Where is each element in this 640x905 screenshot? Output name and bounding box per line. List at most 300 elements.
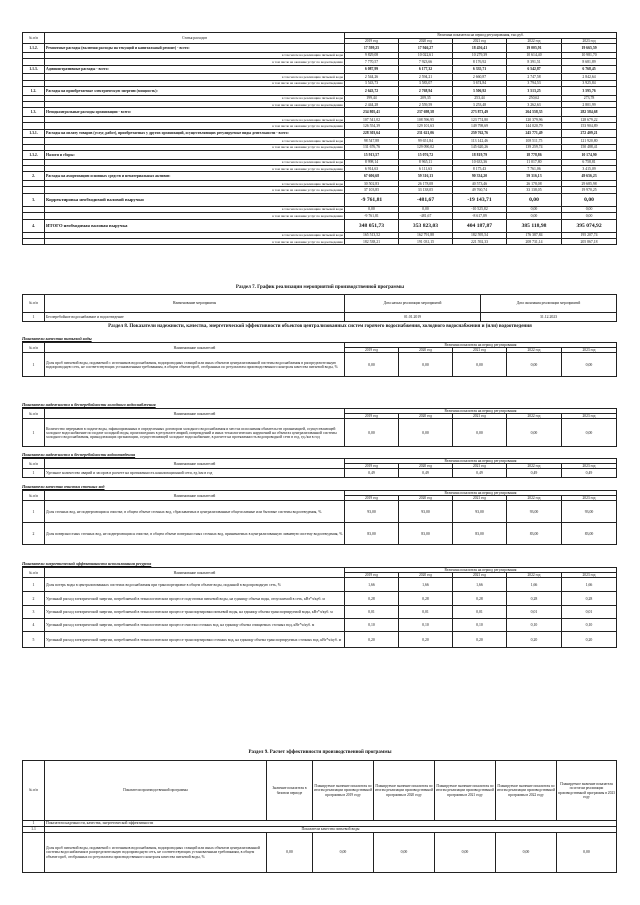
s8-year-header: 2023 год: [562, 414, 617, 419]
s8-row-label: Доля сточных вод, не подвергающихся очистке, в общем объеме сточных вод, сбрасываемых в централизованные общесплавные или бытовые системы водоотведения, %: [45, 501, 345, 523]
s8-row-num: 5: [23, 632, 45, 648]
s8-year-header: 2020 год: [399, 414, 453, 419]
row-value: 3 506,92: [453, 86, 507, 95]
row-value: 162 791,88: [399, 232, 453, 238]
row-label: в том числе на оказание услуг по водоотведению: [45, 80, 345, 86]
row-value: 18 819,79: [453, 151, 507, 160]
row-label: в том числе на оказание услуг по водоотведению: [45, 101, 345, 107]
section8-title: Раздел 8. Показатели надежности, качества, энергетической эффективности объектов централизованных систем горячего водоснабжения, холодного водоснабжения и (или) водоотведения: [108, 324, 532, 329]
s9-indicator-header: Показатели производственной программы: [45, 761, 267, 821]
s9-group-label: Показатели надежности, качества, энергетической эффективности: [45, 821, 617, 827]
s8-indicator-row: [23, 619, 617, 632]
s8-year-header: 2021 год: [453, 348, 507, 353]
s8-row-label: Удельный расход электрической энергии, потребляемой в технологическом процессе транспортировки питьевой воды, на единицу объема транспортируемой воды, кВт*ч/куб. м: [45, 606, 345, 619]
row-value: 0,00: [507, 213, 562, 219]
financial-row: [23, 219, 617, 232]
s8-period-header: Величина показателя на период регулирования: [345, 459, 617, 464]
row-label: ИТОГО необходимая валовая выручка: [45, 219, 345, 232]
s8-row-value: 0,20: [399, 632, 453, 648]
row-label: Налоги и сборы:: [45, 151, 345, 160]
row-value: -8 617,89: [453, 213, 507, 219]
row-value: 67 606,68: [345, 172, 399, 181]
row-value: 26 178,08: [399, 181, 453, 187]
s8-year-header: 2023 год: [562, 464, 617, 469]
s9-data-label: Доля проб питьевой воды, подаваемой с источников водоснабжения, водопроводных станций или иных объектов централизованной системы водоснабжения в распределительную водопроводную сеть, не соответствующих установленным требованиям, в общем объеме проб, отобранных по результатам производственного контроля качества питьевой воды, %: [45, 833, 267, 873]
row-value: 3 794,53: [507, 80, 562, 86]
row-label: в том числе на оказание услуг по водоотведению: [45, 123, 345, 129]
s8-year-header: 2020 год: [399, 348, 453, 353]
year-header: 2023 год: [562, 39, 617, 44]
s8-row-value: 0,00: [562, 419, 617, 447]
row-value: 221 592,33: [453, 239, 507, 245]
row-value: 165 513,52: [345, 232, 399, 238]
row-label: Расходы на приобретаемые электрическую энергию (мощность):: [45, 86, 345, 95]
col-period-header: Величина показателя на период регулирования, тыс.руб.: [345, 33, 617, 39]
row-value: 6 758,81: [562, 159, 617, 165]
row-value: 10 279,39: [453, 52, 507, 58]
s8-num-header: № п/п: [23, 568, 45, 578]
row-label: в том числе на реализацию питьевой воды: [45, 159, 345, 165]
s8-row-value: 0,49: [507, 469, 562, 478]
s7-row-start: 01.01.2019: [345, 313, 481, 322]
row-value: 7 770,57: [345, 59, 399, 65]
row-value: 6 542,87: [507, 65, 562, 74]
row-value: 385 118,98: [507, 219, 562, 232]
s8-year-header: 2022 год: [507, 464, 562, 469]
s8-indicator-row: [23, 419, 617, 447]
s8-row-value: 0,00: [507, 353, 562, 377]
row-value: 10 633,36: [453, 159, 507, 165]
year-header: 2022 год: [507, 39, 562, 44]
s8-row-label: Доля потерь воды в централизованных системах водоснабжения при транспортировке в общем объеме воды, поданной в водопроводную сеть, %: [45, 578, 345, 592]
s9-base-header: Значение показателя в базовом периоде: [267, 761, 313, 821]
row-value: 6 087,99: [345, 65, 399, 74]
s8-row-value: 1,66: [507, 578, 562, 592]
s8-row-label: Доля проб питьевой воды, подаваемой с источников водоснабжения, водопроводных станций или иных объектов централизованной системы водоснабжения в распределительную водопроводную сеть, не соответствующих установленным требованиям, в общем объеме проб, отобранных по результатам производственного контроля качества питьевой воды, %: [45, 353, 345, 377]
row-value: 253,44: [453, 95, 507, 101]
s8-row-value: 93,00: [399, 501, 453, 523]
s8-year-header: 2022 год: [507, 573, 562, 578]
row-value: 3 595,76: [562, 86, 617, 95]
row-value: 153 904,89: [562, 123, 617, 129]
s8-row-num: 1: [23, 501, 45, 523]
row-value: 209,35: [399, 95, 453, 101]
row-value: 264 558,35: [507, 108, 562, 117]
s8-row-value: 0,00: [453, 353, 507, 377]
row-value: 8 391,51: [507, 59, 562, 65]
row-value: 191 031,15: [399, 239, 453, 245]
s8-row-label: Удельный расход электрической энергии, потребляемой в технологическом процессе очистки сточных вод, на единицу объема очищаемых сточных вод, кВт*ч/куб. м: [45, 619, 345, 632]
financial-row: [23, 65, 617, 74]
s9-num-header: № п/п: [23, 761, 45, 821]
s8-year-header: 2020 год: [399, 573, 453, 578]
s8-row-value: 0,28: [345, 592, 399, 606]
row-value: 8 175,43: [453, 166, 507, 172]
row-value: 208 731,14: [507, 239, 562, 245]
row-value: 59 316,13: [399, 172, 453, 181]
s8-row-value: 93,00: [507, 501, 562, 523]
s8-indicator-row: [23, 523, 617, 545]
s8-row-value: 83,00: [345, 523, 399, 545]
row-value: -9 761,81: [345, 193, 399, 206]
s8-row-value: 93,00: [453, 501, 507, 523]
row-value: 0,00: [562, 213, 617, 219]
row-value: 259 762,76: [453, 129, 507, 138]
row-value: 3 415,09: [562, 166, 617, 172]
s8-row-value: 93,00: [562, 501, 617, 523]
s9-2022-header: Планируемое значение показателя по итогам реализации производственной программы в 2022 году: [496, 761, 557, 821]
row-value: 128 679,22: [562, 116, 617, 122]
row-value: 8 681,89: [562, 59, 617, 65]
financial-row: [23, 239, 617, 245]
financial-row: [23, 44, 617, 53]
row-value: 7 923,66: [399, 59, 453, 65]
row-value: 123 774,80: [453, 116, 507, 122]
row-value: 19 665,59: [562, 44, 617, 53]
s8-row-value: 0,01: [562, 606, 617, 619]
row-label: в том числе на оказание услуг по водоотведению: [45, 213, 345, 219]
financial-row: [23, 86, 617, 95]
row-number: 1.2.: [23, 86, 45, 95]
row-value: 182 538,21: [345, 239, 399, 245]
s8-year-header: 2023 год: [562, 348, 617, 353]
row-value: 3 583,07: [399, 80, 453, 86]
row-value: 2 747,58: [507, 74, 562, 80]
row-label: в том числе на оказание услуг по водоотведению: [45, 166, 345, 172]
row-number: 1.3.1.: [23, 129, 45, 138]
s8-year-header: 2019 год: [345, 573, 399, 578]
row-value: 7 761,06: [507, 166, 562, 172]
row-value: 11 017,80: [507, 159, 562, 165]
s8-period-header: Величина показателя на период регулирования: [345, 409, 617, 414]
row-label: в том числе на реализацию питьевой воды: [45, 181, 345, 187]
row-label: Корректировка необходимой валовой выручки: [45, 193, 345, 206]
s8-row-value: 0,00: [562, 353, 617, 377]
s8-row-value: 0,00: [399, 419, 453, 447]
s8-row-value: 83,00: [399, 523, 453, 545]
s7-row-name: Бесперебойное водоснабжение и водоотведение: [45, 313, 345, 322]
row-value: 49 760,74: [453, 187, 507, 193]
s8-row-value: 0,00: [507, 419, 562, 447]
s8-row-value: 0,01: [453, 606, 507, 619]
row-value: 245 771,49: [507, 129, 562, 138]
row-value: 129 090,02: [399, 144, 453, 150]
s8-indicator-row: [23, 469, 617, 478]
s8-row-value: 1,66: [453, 578, 507, 592]
row-value: 3 543,73: [345, 80, 399, 86]
s8-row-value: 83,00: [453, 523, 507, 545]
s8-row-value: 0,20: [453, 632, 507, 648]
s7-start-header: Дата начала реализации мероприятий: [345, 295, 481, 313]
financial-table: [22, 32, 617, 245]
s8-row-value: 0,10: [562, 619, 617, 632]
s8-row-value: 83,00: [507, 523, 562, 545]
col-num-header: № п/п: [23, 33, 45, 44]
row-value: 195 207,74: [562, 232, 617, 238]
row-value: 10 174,90: [562, 151, 617, 160]
s8-name-header: Наименование показателей: [45, 459, 345, 469]
row-value: 176 387,84: [507, 232, 562, 238]
s8-row-value: 0,10: [399, 619, 453, 632]
s8-indicator-row: [23, 353, 617, 377]
row-value: 250,62: [507, 95, 562, 101]
s9-val-base: 0,00: [267, 833, 313, 873]
s8-row-value: 93,00: [345, 501, 399, 523]
row-number: 1.1.2.: [23, 44, 45, 53]
s8-indicator-row: [23, 501, 617, 523]
row-value: 2 842,64: [562, 74, 617, 80]
row-value: 40 573,46: [453, 181, 507, 187]
s8-period-header: Величина показателя на период регулирования: [345, 491, 617, 496]
row-value: 19 970,25: [562, 187, 617, 193]
row-value: 29 685,98: [562, 181, 617, 187]
s8-block-table: [22, 458, 617, 478]
s8-year-header: 2019 год: [345, 414, 399, 419]
financial-row: [23, 193, 617, 206]
s8-name-header: Наименование показателей: [45, 491, 345, 501]
row-value: 59 316,13: [507, 172, 562, 181]
s8-row-label: Количество перерывов в подаче воды, зафиксированных в определенных договором холодного водоснабжения и местах исполнения обязательств организацией, осуществляющей холодное водоснабжение по подаче холодной воды, произошедших в результате аварий, повреждений и иных технологических нарушений на объектах централизованной системы холодного водоснабжения, принадлежащих организации, осуществляющей холодное водоснабжение, в расчете на протяженность водопроводной сети в год, ед./км в год: [45, 419, 345, 447]
s8-row-num: 4: [23, 619, 45, 632]
s8-indicator-row: [23, 592, 617, 606]
s7-name-header: Наименование мероприятия: [45, 295, 345, 313]
col-article-header: Статья расходов: [45, 33, 345, 44]
row-value: -481,67: [399, 193, 453, 206]
s8-year-header: 2022 год: [507, 348, 562, 353]
row-label: Неподконтрольные расходы организации - всего:: [45, 108, 345, 117]
s8-row-num: 1: [23, 469, 45, 478]
s8-row-value: 0,49: [453, 469, 507, 478]
s8-row-value: 0,49: [399, 469, 453, 478]
s8-row-value: 1,66: [399, 578, 453, 592]
row-label: Ремонтные расходы (включая расходы на текущий и капитальный ремонт) - всего:: [45, 44, 345, 53]
s8-block-subtitle: Показатели надежности и бесперебойности водоотведения: [22, 452, 136, 457]
row-value: 139 259,74: [507, 144, 562, 150]
row-value: 30 502,83: [345, 181, 399, 187]
s8-row-value: 0,10: [345, 619, 399, 632]
row-value: 120 379,96: [507, 116, 562, 122]
row-value: 129 101,63: [399, 123, 453, 129]
s8-num-header: № п/п: [23, 459, 45, 469]
s9-2021-header: Планируемое значение показателя по итогам реализации производственной программы в 2021 году: [435, 761, 496, 821]
row-value: 6 914,63: [345, 166, 399, 172]
row-value: 3 513,25: [507, 86, 562, 95]
row-value: 108 511,75: [507, 138, 562, 144]
s7-num-header: № п/п: [23, 295, 45, 313]
s8-row-value: 0,01: [345, 606, 399, 619]
s8-block-subtitle: Показатели качества очистки сточных вод: [22, 484, 105, 489]
row-value: 2 660,87: [453, 74, 507, 80]
s8-year-header: 2020 год: [399, 496, 453, 501]
row-value: 237 698,58: [399, 108, 453, 117]
row-value: 150 488,41: [562, 144, 617, 150]
row-label: в том числе на оказание услуг по водоотведению: [45, 144, 345, 150]
s9-val-2019: 0,00: [313, 833, 374, 873]
row-value: 10 022,61: [399, 52, 453, 58]
row-number: 1.3.: [23, 108, 45, 117]
row-label: в том числе на реализацию питьевой воды: [45, 52, 345, 58]
s9-val-2020: 0,00: [374, 833, 435, 873]
s8-indicator-row: [23, 606, 617, 619]
s8-row-value: 0,28: [507, 592, 562, 606]
row-value: 0,00: [507, 206, 562, 212]
s8-row-value: 0,00: [399, 353, 453, 377]
s8-year-header: 2019 год: [345, 464, 399, 469]
s8-row-value: 0,00: [345, 419, 399, 447]
row-value: 3 925,84: [562, 80, 617, 86]
section9-title: Раздел 9. Расчет эффективности производственной программы: [248, 750, 392, 755]
row-label: в том числе на реализацию питьевой воды: [45, 138, 345, 144]
s9-2019-header: Планируемое значение показателя по итогам реализации производственной программы в 2019 году: [313, 761, 374, 821]
s8-block-table: [22, 342, 617, 377]
s7-row-num: 1: [23, 313, 45, 322]
s9-2023-header: Планируемое значение показателя по итогам реализации производственной программы в 2023 году: [557, 761, 617, 821]
s8-num-header: № п/п: [23, 491, 45, 501]
row-value: 49 656,23: [562, 172, 617, 181]
s9-sub-num: 1.1: [23, 827, 45, 833]
s8-row-value: 1,66: [345, 578, 399, 592]
s8-block-table: [22, 490, 617, 545]
row-value: 98 547,88: [345, 138, 399, 144]
s8-indicator-row: [23, 632, 617, 648]
row-value: 17 599,25: [345, 44, 399, 53]
s9-val-2023: 0,00: [557, 833, 617, 873]
s8-num-header: № п/п: [23, 343, 45, 353]
s8-year-header: 2022 год: [507, 496, 562, 501]
row-value: 33 138,05: [507, 187, 562, 193]
section7-table: [22, 294, 617, 322]
row-value: 107 541,02: [345, 116, 399, 122]
s8-block-table: [22, 408, 617, 447]
row-label: Расходы на амортизацию основных средств и нематериальных активов:: [45, 172, 345, 181]
row-value: 19 005,91: [507, 44, 562, 53]
s7-end-header: Дата окончания реализации мероприятий: [481, 295, 617, 313]
row-label: в том числе на реализацию питьевой воды: [45, 116, 345, 122]
s8-block-subtitle: Показатели энергетической эффективности использования ресурсов: [22, 561, 152, 566]
s8-row-label: Доля поверхностных сточных вод, не подвергающихся очистке, в общем объеме поверхностных сточных вод, принимаемых в централизованную ливневую систему водоотведения, %: [45, 523, 345, 545]
row-value: 37 103,85: [345, 187, 399, 193]
year-header: 2021 год: [453, 39, 507, 44]
row-value: 228 303,64: [345, 129, 399, 138]
s8-row-value: 0,28: [399, 592, 453, 606]
row-value: 108 596,95: [399, 116, 453, 122]
row-value: 182 595,54: [453, 232, 507, 238]
section9-table: [22, 760, 617, 873]
row-value: 272 409,21: [562, 129, 617, 138]
row-label: в том числе на реализацию питьевой воды: [45, 74, 345, 80]
row-value: 2 559,59: [399, 101, 453, 107]
s9-group-num: 1: [23, 821, 45, 827]
row-value: 2 768,94: [399, 86, 453, 95]
s8-row-value: 0,20: [562, 632, 617, 648]
row-value: 113 142,46: [453, 138, 507, 144]
row-value: 0,00: [507, 193, 562, 206]
row-value: 395 074,92: [562, 219, 617, 232]
row-value: 6 768,45: [562, 65, 617, 74]
row-value: 33 138,05: [399, 187, 453, 193]
s8-row-value: 83,00: [562, 523, 617, 545]
row-value: 273,78: [562, 95, 617, 101]
s8-year-header: 2019 год: [345, 496, 399, 501]
financial-row: [23, 151, 617, 160]
row-label: в том числе на реализацию питьевой воды: [45, 232, 345, 238]
row-value: 10 614,40: [507, 52, 562, 58]
row-label: Административные расходы - всего:: [45, 65, 345, 74]
row-value: 231 621,06: [399, 129, 453, 138]
row-value: 2 801,99: [562, 101, 617, 107]
row-value: 15 913,57: [345, 151, 399, 160]
row-value: 0,00: [562, 193, 617, 206]
row-value: 348 051,73: [345, 219, 399, 232]
row-value: 121 920,80: [562, 138, 617, 144]
s8-row-value: 0,01: [399, 606, 453, 619]
s8-row-value: 0,28: [562, 592, 617, 606]
row-value: 205 867,18: [562, 239, 617, 245]
s8-name-header: Наименование показателей: [45, 568, 345, 578]
row-value: 6 335,71: [453, 65, 507, 74]
row-value: 282 584,68: [562, 108, 617, 117]
row-value: 9 829,08: [345, 52, 399, 58]
row-value: 126 554,39: [345, 123, 399, 129]
s8-row-label: Удельный расход электрической энергии, потребляемой в технологическом процессе подготовки питьевой воды, на единицу объема воды, отпускаемой в сеть, кВт*ч/куб. м: [45, 592, 345, 606]
row-value: 17 946,27: [399, 44, 453, 53]
row-value: 2 594,21: [399, 74, 453, 80]
s8-name-header: Наименование показателей: [45, 409, 345, 419]
s8-row-num: 2: [23, 592, 45, 606]
s8-row-value: 0,49: [562, 469, 617, 478]
s8-row-value: 0,20: [507, 632, 562, 648]
s8-row-value: 0,28: [453, 592, 507, 606]
s8-period-header: Величина показателя на период регулирования: [345, 343, 617, 348]
financial-row: [23, 172, 617, 181]
row-value: 15 076,72: [399, 151, 453, 160]
row-value: 273 873,49: [453, 108, 507, 117]
year-header: 2019 год: [345, 39, 399, 44]
s8-period-header: Величина показателя на период регулирования: [345, 568, 617, 573]
row-label: в том числе на реализацию питьевой воды: [45, 95, 345, 101]
row-value: 3 253,48: [453, 101, 507, 107]
row-label: в том числе на оказание услуг по водоотведению: [45, 59, 345, 65]
s9-2020-header: Планируемое значение показателя по итогам реализации производственной программы в 2020 году: [374, 761, 435, 821]
row-value: 145 620,26: [453, 144, 507, 150]
row-label: в том числе на оказание услуг по водоотведению: [45, 187, 345, 193]
row-value: 10 981,70: [562, 52, 617, 58]
s9-val-2022: 0,00: [496, 833, 557, 873]
section7-title: Раздел 7. График реализации мероприятий производственной программы: [235, 285, 405, 290]
s8-block-subtitle: Показатели качества питьевой воды: [22, 336, 92, 341]
row-value: 8 965,11: [399, 159, 453, 165]
row-value: 6 111,63: [399, 166, 453, 172]
s8-row-num: 1: [23, 578, 45, 592]
s8-row-value: 0,20: [345, 632, 399, 648]
s8-block-subtitle: Показатели надежности и бесперебойности холодного водоснабжения: [22, 402, 156, 407]
row-value: 18 456,41: [453, 44, 507, 53]
s8-indicator-row: [23, 578, 617, 592]
s8-year-header: 2019 год: [345, 348, 399, 353]
row-value: 353 823,03: [399, 219, 453, 232]
row-value: 18 778,86: [507, 151, 562, 160]
s8-row-num: 2: [23, 523, 45, 545]
s8-year-header: 2020 год: [399, 464, 453, 469]
row-number: 2.: [23, 172, 45, 181]
year-header: 2020 год: [399, 39, 453, 44]
row-value: 199,44: [345, 95, 399, 101]
s8-row-value: 0,01: [507, 606, 562, 619]
s8-year-header: 2022 год: [507, 414, 562, 419]
row-value: 3 674,84: [453, 80, 507, 86]
s8-row-num: 1: [23, 419, 45, 447]
s8-row-num: 3: [23, 606, 45, 619]
